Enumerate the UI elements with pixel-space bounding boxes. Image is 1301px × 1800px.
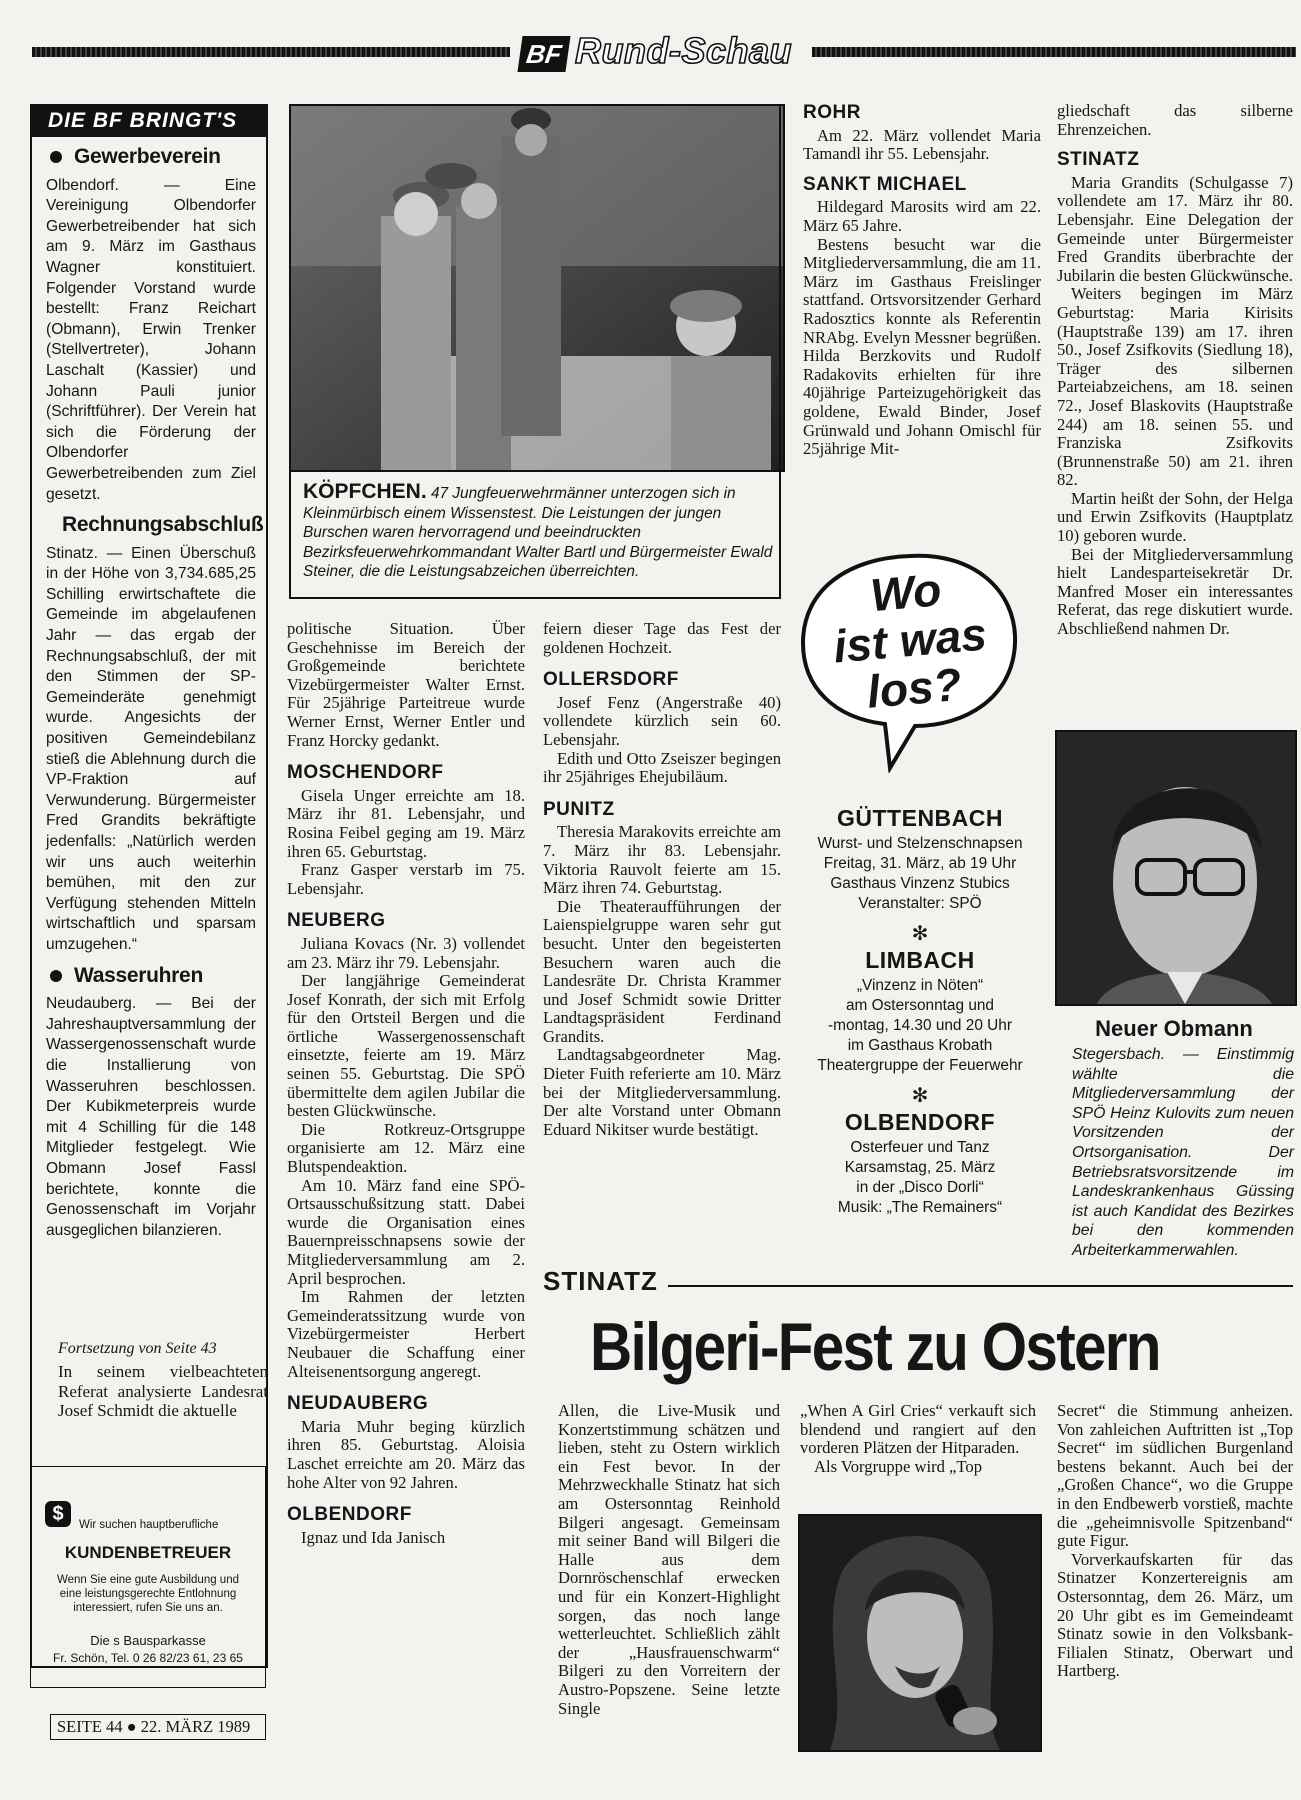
photo-obmann xyxy=(1055,730,1297,1006)
paragraph: „When A Girl Cries“ verkauft sich blendend und rangiert auf den vorderen Plätzen der Hitparaden. xyxy=(800,1401,1036,1458)
header-logo-text: BF xyxy=(524,39,564,69)
star-separator-icon: ✻ xyxy=(911,923,929,945)
photo-obmann-caption: Stegersbach. — Einstimmig wählte die Mitgliederversammlung der SPÖ Heinz Kulovits zum neuen Vorsitzenden der Ortsorganisation. Der Betriebsratsvorsitzende im Landeskrankenhaus Güssing ist auch Kandidat des Bezirkes bei den kommenden Arbeiterkammerwahlen. xyxy=(1072,1046,1294,1259)
column-3-intro: feiern dieser Tage das Fest der goldenen Hochzeit. xyxy=(543,619,781,657)
paragraph: Bei der Mitgliederversammlung hielt Landesparteisekretär Dr. Manfred Moser ein interessantes Referat, das rege diskutiert wurde. Abschließend nahmen Dr. xyxy=(1057,544,1293,639)
sidebar-item-text: Olbendorf. — Eine Vereinigung Olbendorfer Gewerbetreibender hat sich am 9. März im Gasthaus Wagner konstituiert. Folgender Vorstand wurde bestellt: Franz Reichart (Obmann), Erwin Trenker (Stellvertreter), Johann Laschalt (Kassier) und Johann Pauli junior (Schriftführer). Der Verein hat sich die Förderung der Olbendorfer Gewerbetreibenden zum Ziel gesetzt. xyxy=(46,176,256,503)
photo1-caption-head: KÖPFCHEN. xyxy=(303,480,427,503)
event-line: „Vinzenz in Nöten“ xyxy=(856,977,984,994)
paragraph: Am 22. März vollendet Maria Tamandl ihr 55. Lebensjahr. xyxy=(803,125,1041,164)
section-title: NEUDAUBERG xyxy=(287,1393,429,1415)
photo1-frame xyxy=(779,104,781,598)
header-rule-left xyxy=(32,47,510,57)
event-line: in der „Disco Dorli“ xyxy=(856,1179,984,1196)
sidebar-box xyxy=(30,104,268,1668)
header-logo xyxy=(517,36,570,72)
event-line: Karsamstag, 25. März xyxy=(844,1159,996,1176)
bubble-line: ist was xyxy=(831,607,989,673)
event-line: -montag, 14.30 und 20 Uhr xyxy=(828,1017,1012,1034)
event-city: LIMBACH xyxy=(865,947,975,973)
paragraph: Vorverkaufskarten für das Stinatzer Konzertereignis am Ostersonntag, dem 26. März, um 20 Uhr gibt es im Gemeindeamt Stinatz sowie in den Volksbank-Filialen Stinatz, Oberwart und Hartberg. xyxy=(1057,1549,1293,1681)
paragraph: Maria Grandits (Schulgasse 7) vollendete am 17. März ihr 80. Lebensjahr. Eine Delegation der Gemeinde unter Bürgermeister Fred Grandits überbrachte der Jubilarin die besten Glückwünsche. xyxy=(1057,172,1293,285)
sidebar-item-title: Wasseruhren xyxy=(46,966,256,987)
section-title: OLLERSDORF xyxy=(543,669,679,691)
section-title: MOSCHENDORF xyxy=(287,762,444,784)
section-title: PUNITZ xyxy=(543,798,615,820)
photo-firefighters-image xyxy=(291,106,783,470)
event-line: Freitag, 31. März, ab 19 Uhr xyxy=(823,855,1017,872)
paragraph: Martin heißt der Sohn, der Helga und Erwin Zsifkovits (Hauptplatz 10) geboren wurde. xyxy=(1057,488,1293,546)
paragraph: Secret“ die Stimmung anheizen. Von zahleichen Auftritten ist „Top Secret“ im südlichen Burgenland bestens bekannt. Auch bei der „Großen Chance“, wo die Gruppe in den Endbewerb vorstieß, machte die „geheimnisvolle Spitzenband“ gute Figur. xyxy=(1057,1401,1293,1551)
sidebar-item-text: Neudauberg. — Bei der Jahreshauptversammlung der Wassergenossenschaft wurde die Installierung von Wasseruhren beschlossen. Der Kubikmeterpreis wurde mit 4 Schilling für die 148 Mitglieder festgelegt. Wie Obmann Josef Fassl berichtete, konnte die Genossenschaft im Vorjahr ausgeglichen bilanzieren. xyxy=(46,995,256,1239)
bubble-line: los? xyxy=(864,657,964,718)
ad-text: Wenn Sie eine gute Ausbildung und eine leistungsgerechte Entlohnung interessiert, rufen Sie uns an. xyxy=(56,1574,239,1614)
paragraph: Franz Gasper verstarb im 75. Lebensjahr. xyxy=(287,860,525,898)
star-separator-icon: ✻ xyxy=(911,1085,929,1107)
feature-kicker: STINATZ xyxy=(543,1266,658,1296)
ad-company: Die s Bausparkasse xyxy=(90,1633,206,1648)
paragraph: Der langjährige Gemeinderat Josef Konrath, der sich mit Erfolg für den Ortsteil Bergen und die örtliche Wassergenossenschaft einsetzte, feierte am 19. März seinen 55. Geburtstag. Die SPÖ übermittelte dem agilen Jubilar die besten Glückwünsche. xyxy=(287,971,525,1121)
section-title: OLBENDORF xyxy=(287,1504,412,1526)
photo-obmann-image xyxy=(1057,732,1295,1004)
paragraph: Am 10. März fand eine SPÖ-Ortsausschußsitzung statt. Dabei wurde die Organisation eines Bauernpreisschnapsens sowie der Mitgliederversammlung am 2. April besprochen. xyxy=(287,1175,525,1288)
paragraph: Die Theateraufführungen der Laienspielgruppe waren sehr gut besucht. Unter den begeisterten Besuchern waren auch die Landesräte Dr. Christa Krammer und Josef Schmidt sowie Dritter Landtagspräsident Ferdinand Grandits. xyxy=(543,896,781,1046)
events-list xyxy=(800,805,1040,1218)
paragraph: Bestens besucht war die Mitgliederversammlung, die am 11. März im Gasthaus Freislinger stattfand. Ortsvorsitzender Gerhard Radosztics konnte als Referentin NRAbg. Evelyn Messner begrüßen. Hilda Berzkovits und Rudolf Radakovits erhielten für ihre 40jährige Parteizugehörigkeit das goldene, Ewald Binder, Josef Grünwald und Johann Omischl für 25jährige Mit- xyxy=(803,234,1041,459)
photo1-caption xyxy=(303,482,775,582)
header-rule-right xyxy=(812,47,1296,57)
section-title: ROHR xyxy=(803,102,861,123)
column-2 xyxy=(287,620,525,1547)
column-3 xyxy=(543,620,781,1139)
section-title: SANKT MICHAEL xyxy=(803,173,967,195)
sidebar-heading: DIE BF BRINGT'S xyxy=(32,106,266,137)
paragraph: Edith und Otto Zseiszer begingen ihr 25jähriges Ehejubiläum. xyxy=(543,748,781,787)
ad-logo-icon: $ xyxy=(45,1501,71,1527)
paragraph: Landtagsabgeordneter Mag. Dieter Fuith referierte am 10. März bei der Mitgliederversammlung. Der alte Vorstand unter Obmann Eduard Nikitser wurde bestätigt. xyxy=(543,1045,781,1139)
event-line: Theatergruppe der Feuerwehr xyxy=(817,1057,1023,1074)
photo1-frame xyxy=(289,597,781,599)
page-number: SEITE 44 xyxy=(57,1717,123,1736)
photo-bilgeri xyxy=(798,1514,1042,1752)
paragraph: Die Rotkreuz-Ortsgruppe organisierte am 12. März eine Blutspendeaktion. xyxy=(287,1119,525,1177)
paragraph: Ignaz und Ida Janisch xyxy=(301,1527,446,1547)
sidebar-item-title: Rechnungsabschluß xyxy=(62,513,264,537)
issue-date: 22. MÄRZ 1989 xyxy=(140,1717,251,1736)
column-2-intro: politische Situation. Über Geschehnisse im Bereich der Großgemeinde berichtete Vizebürgermeister Walter Ernst. Für 25jährige Parteitreue wurde Werner Ernst, Werner Entler und Franz Horcky gedankt. xyxy=(287,619,525,750)
photo-bilgeri-image xyxy=(800,1516,1040,1750)
event-city: OLBENDORF xyxy=(844,1109,996,1135)
photo-firefighters xyxy=(289,104,785,472)
section-title: STINATZ xyxy=(1057,149,1140,171)
event-line: Gasthaus Vinzenz Stubics xyxy=(830,875,1010,892)
column-5 xyxy=(1057,102,1293,639)
event-line: im Gasthaus Krobath xyxy=(847,1037,993,1054)
continuation xyxy=(58,1340,268,1421)
event-line: Veranstalter: SPÖ xyxy=(858,895,982,912)
event-line: Osterfeuer und Tanz xyxy=(850,1139,990,1156)
feature-column-2 xyxy=(800,1402,1036,1476)
paragraph: Gisela Unger erreichte am 18. März ihr 81. Lebensjahr, und Rosina Feibel geging am 19. März ihren 65. Geburtstag. xyxy=(287,785,525,861)
photo-obmann-title: Neuer Obmann xyxy=(1095,1016,1253,1041)
event-line: am Ostersonntag und xyxy=(845,997,994,1014)
bubble-line: Wo xyxy=(868,563,944,622)
column-4 xyxy=(803,104,1041,459)
continuation-label: Fortsetzung von Seite 43 xyxy=(58,1340,217,1357)
bullet-icon xyxy=(50,151,62,163)
paragraph: Weiters begingen im März Geburtstag: Maria Kirisits (Hauptstraße 139) am 17. ihren 50., Josef Zsifkovits (Siedlung 18), Träger des silbernen Parteiabzeichens, am 18. seinen 72., Josef Blaskovits (Hauptstraße 244) am 18. seinen 55. und Franziska Zsifkovits (Brunnenstraße 50) am 21. ihren 82. xyxy=(1057,284,1293,490)
paragraph: Juliana Kovacs (Nr. 3) vollendet am 23. März ihr 79. Lebensjahr. xyxy=(287,933,525,972)
paragraph: Als Vorgruppe wird „Top xyxy=(814,1456,982,1476)
event-line: Wurst- und Stelzenschnapsen xyxy=(817,835,1023,852)
paragraph: Maria Muhr beging kürzlich ihren 85. Geburtstag. Aloisia Laschet erreichte am 20. März das hohe Alter von 92 Jahren. xyxy=(287,1416,525,1492)
feature-headline: Bilgeri-Fest zu Ostern xyxy=(590,1309,1160,1385)
feature-kicker-rule xyxy=(668,1285,1293,1287)
sidebar-content xyxy=(32,137,266,1241)
event-line: Musik: „The Remainers“ xyxy=(837,1199,1003,1216)
paragraph: Hildegard Marosits wird am 22. März 65 Jahre. xyxy=(803,197,1041,235)
paragraph: Im Rahmen der letzten Gemeinderatssitzung wurde von Vizebürgermeister Herbert Neubauer die Schaffung einer Alteisenentsorgung angeregt. xyxy=(287,1287,525,1381)
page-footer xyxy=(50,1714,266,1740)
bullet-icon xyxy=(50,970,62,982)
continuation-text: In seinem vielbeachteten Referat analysierte Landesrat Josef Schmidt die aktuelle xyxy=(58,1362,268,1420)
column-5-intro: gliedschaft das silberne Ehrenzeichen. xyxy=(1057,101,1293,139)
speech-bubble-text xyxy=(794,559,1026,722)
header-title: Rund-Schau xyxy=(575,30,792,71)
paragraph: Allen, die Live-Musik und Konzertstimmung schätzen und lieben, steht zu Ostern wirklich ein Fest bevor. In der Mehrzweckhalle Stinatz hat sich am Ostersonntag Reinhold Bilgeri angesagt. Gemeinsam mit seiner Band will Bilgeri die Halle aus dem Dornröschenschlaf erwecken und für ein Konzert-Highlight sorgen, das noch lange wetterleuchtet. Schließlich zählt der „Hausfrauenschwarm“ Bilgeri zu den Vorreitern der Austro-Popszene. Seine letzte Single xyxy=(558,1401,780,1718)
ad-title: KUNDENBETREUER xyxy=(64,1543,232,1562)
paragraph: Josef Fenz (Angerstraße 40) vollendete kürzlich sein 60. Lebensjahr. xyxy=(543,692,781,749)
paragraph: Theresia Marakovits erreichte am 7. März ihr 83. Lebensjahr. Viktoria Rauvolt feierte am 15. März ihren 74. Geburtstag. xyxy=(543,822,781,898)
photo1-caption-text: 47 Jungfeuerwehrmänner unterzogen sich in Kleinmürbisch einem Wissenstest. Die Leistungen der jungen Burschen waren hervorragend und beeindruckten Bezirksfeuerwehrkommandant Walter Bartl und Bürgermeister Ewald Steiner, die die Leistungsabzeichen überreichten. xyxy=(303,485,773,580)
sidebar-item-text: Stinatz. — Einen Überschuß in der Höhe von 3,734.685,25 Schilling erwirtschaftete die Gemeinde im abgelaufenen Jahr — das ergab der Rechnungsabschluß, der mit den Stimmen der SP-Gemeinderäte genehmigt wurde. Angesichts der positiven Gemeindebilanz stieß die Ablehnung durch die VP-Fraktion auf Verwunderung. Bürgermeister Fred Grandits bekräftigte jedenfalls: „Natürlich werden wir uns auch weiterhin bemühen, mit den zur Verfügung stehenden Mitteln wirtschaftlich und sparsam umzugehen.“ xyxy=(46,544,256,953)
section-title: NEUBERG xyxy=(287,910,386,932)
ad-contact: Fr. Schön, Tel. 0 26 82/23 61, 23 65 xyxy=(53,1651,243,1665)
bullet-icon: ● xyxy=(126,1717,141,1736)
event-city: GÜTTENBACH xyxy=(837,805,1003,831)
feature-column-1 xyxy=(558,1402,780,1718)
ad-line1: Wir suchen hauptberufliche xyxy=(79,1519,219,1531)
photo1-frame xyxy=(289,468,291,598)
sidebar-item-title: Gewerbeverein xyxy=(46,147,256,168)
ad-box xyxy=(30,1466,266,1688)
feature-column-3 xyxy=(1057,1402,1293,1681)
